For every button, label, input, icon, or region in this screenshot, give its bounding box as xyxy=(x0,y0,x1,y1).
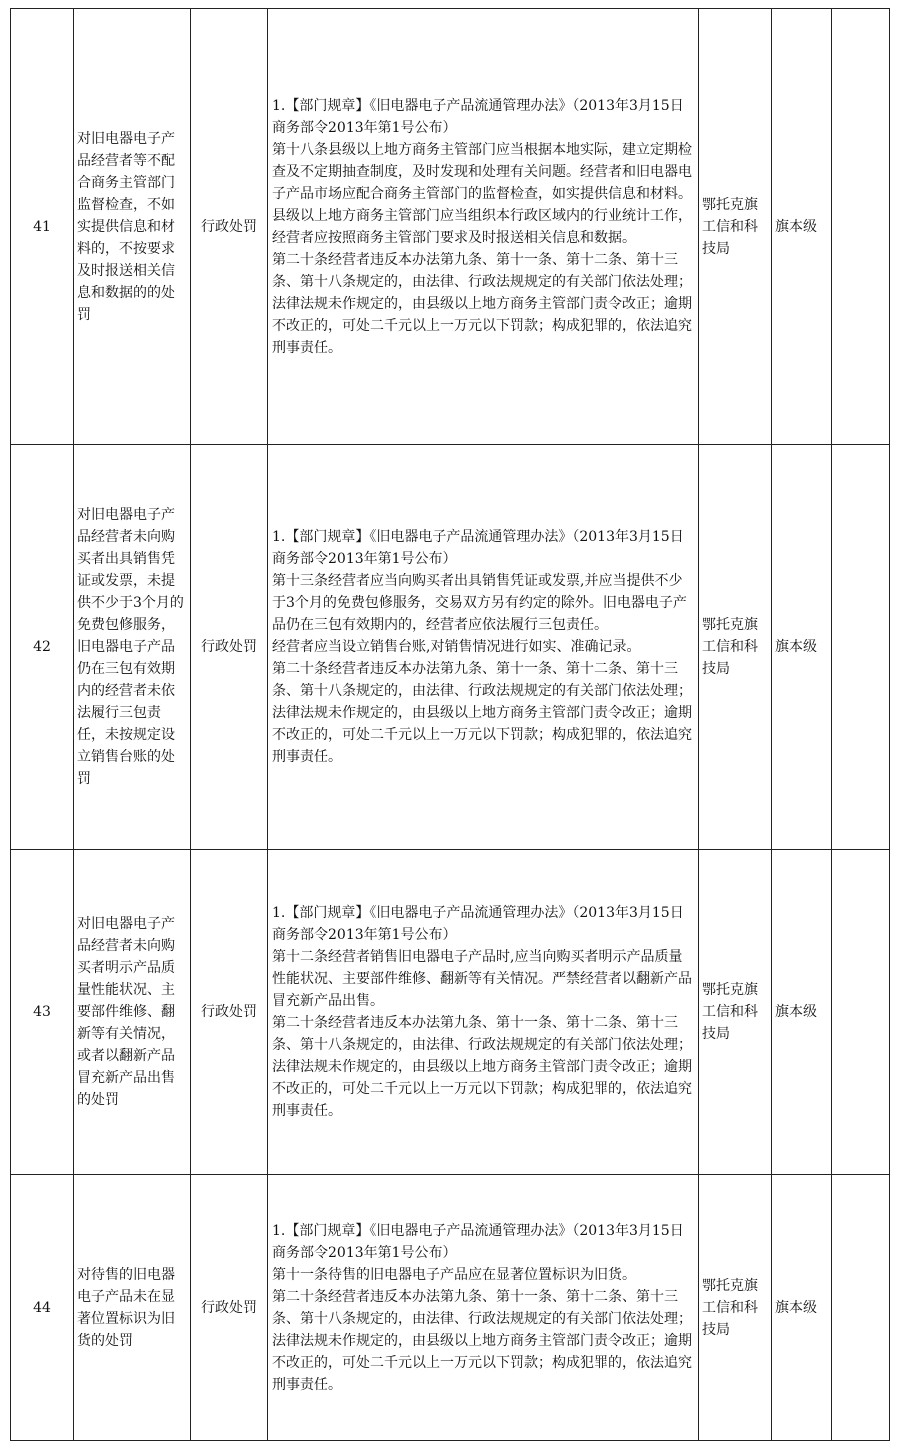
legal-basis xyxy=(268,1175,699,1441)
administrative-level: 旗本级 xyxy=(772,850,832,1175)
penalty-item-name: 对旧电器电子产品经营者未向购买者出具销售凭证或发票，未提供不少于3个月的免费包修服务，旧电器电子产品仍在三包有效期内的经营者未依法履行三包责任，未按规定设立销售台账的处罚 xyxy=(74,445,191,850)
remarks xyxy=(832,445,890,850)
basis-paragraph: 第二十条经营者违反本办法第九条、第十一条、第十二条、第十三条、第十八条规定的，由法律、行政法规规定的有关部门依法处理；法律法规未作规定的，由县级以上地方商务主管部门责令改正；逾期不改正的，可处二千元以上一万元以下罚款；构成犯罪的，依法追究刑事责任。 xyxy=(272,661,692,765)
row-number: 44 xyxy=(11,1175,74,1441)
basis-paragraph: 县级以上地方商务主管部门应当组织本行政区域内的行业统计工作，经营者应按照商务主管部门要求及时报送相关信息和数据。 xyxy=(272,207,692,246)
basis-paragraph: 第十二条经营者销售旧电器电子产品时,应当向购买者明示产品质量性能状况、主要部件维修、翻新等有关情况。严禁经营者以翻新产品冒充新产品出售。 xyxy=(272,949,692,1009)
table-row xyxy=(11,1175,890,1441)
penalty-item-name: 对待售的旧电器电子产品未在显著位置标识为旧货的处罚 xyxy=(74,1175,191,1441)
basis-paragraph: 第十一条待售的旧电器电子产品应在显著位置标识为旧货。 xyxy=(272,1266,636,1283)
row-number: 42 xyxy=(11,445,74,850)
row-number: 41 xyxy=(11,9,74,445)
remarks xyxy=(832,1175,890,1441)
legal-basis xyxy=(268,9,699,445)
penalty-item-name: 对旧电器电子产品经营者未向购买者明示产品质量性能状况、主要部件维修、翻新等有关情况，或者以翻新产品冒充新产品出售的处罚 xyxy=(74,850,191,1175)
penalty-type: 行政处罚 xyxy=(191,9,268,445)
basis-paragraph: 经营者应当设立销售台账,对销售情况进行如实、准确记录。 xyxy=(272,639,641,655)
basis-paragraph: 第十三条经营者应当向购买者出具销售凭证或发票,并应当提供不少于3个月的免费包修服务，交易双方另有约定的除外。旧电器电子产品仍在三包有效期内的，经营者应依法履行三包责任。 xyxy=(272,573,687,633)
table-row xyxy=(11,445,890,850)
penalty-table xyxy=(10,8,890,1441)
responsible-department: 鄂托克旗工信和科技局 xyxy=(699,445,772,850)
responsible-department: 鄂托克旗工信和科技局 xyxy=(699,9,772,445)
administrative-level: 旗本级 xyxy=(772,445,832,850)
penalty-type: 行政处罚 xyxy=(191,1175,268,1441)
remarks xyxy=(832,850,890,1175)
basis-paragraph: 1.【部门规章】《旧电器电子产品流通管理办法》（2013年3月15日商务部令2013年第1号公布） xyxy=(272,905,684,943)
administrative-level: 旗本级 xyxy=(772,9,832,445)
remarks xyxy=(832,9,890,445)
legal-basis xyxy=(268,445,699,850)
responsible-department: 鄂托克旗工信和科技局 xyxy=(699,850,772,1175)
basis-paragraph: 第二十条经营者违反本办法第九条、第十一条、第十二条、第十三条、第十八条规定的，由法律、行政法规规定的有关部门依法处理；法律法规未作规定的，由县级以上地方商务主管部门责令改正；逾期不改正的，可处二千元以上一万元以下罚款；构成犯罪的，依法追究刑事责任。 xyxy=(272,251,692,356)
basis-paragraph: 1.【部门规章】《旧电器电子产品流通管理办法》（2013年3月15日商务部令2013年第1号公布） xyxy=(272,97,684,136)
row-number: 43 xyxy=(11,850,74,1175)
table-row xyxy=(11,9,890,445)
basis-paragraph: 1.【部门规章】《旧电器电子产品流通管理办法》（2013年3月15日商务部令2013年第1号公布） xyxy=(272,1222,684,1261)
legal-basis xyxy=(268,850,699,1175)
basis-paragraph: 第十八条县级以上地方商务主管部门应当根据本地实际，建立定期检查及不定期抽查制度，及时发现和处理有关问题。经营者和旧电器电子产品市场应配合商务主管部门的监督检查，如实提供信息和材料。 xyxy=(272,141,692,202)
penalty-type: 行政处罚 xyxy=(191,445,268,850)
basis-paragraph: 第二十条经营者违反本办法第九条、第十一条、第十二条、第十三条、第十八条规定的，由法律、行政法规规定的有关部门依法处理；法律法规未作规定的，由县级以上地方商务主管部门责令改正；逾期不改正的，可处二千元以上一万元以下罚款；构成犯罪的，依法追究刑事责任。 xyxy=(272,1015,692,1119)
administrative-level: 旗本级 xyxy=(772,1175,832,1441)
penalty-item-name: 对旧电器电子产品经营者等不配合商务主管部门监督检查，不如实提供信息和材料的，不按要求及时报送相关信息和数据的的处罚 xyxy=(74,9,191,445)
table-row xyxy=(11,850,890,1175)
penalty-type: 行政处罚 xyxy=(191,850,268,1175)
basis-paragraph: 第二十条经营者违反本办法第九条、第十一条、第十二条、第十三条、第十八条规定的，由法律、行政法规规定的有关部门依法处理；法律法规未作规定的，由县级以上地方商务主管部门责令改正；逾期不改正的，可处二千元以上一万元以下罚款；构成犯罪的，依法追究刑事责任。 xyxy=(272,1288,692,1393)
responsible-department: 鄂托克旗工信和科技局 xyxy=(699,1175,772,1441)
basis-paragraph: 1.【部门规章】《旧电器电子产品流通管理办法》（2013年3月15日商务部令2013年第1号公布） xyxy=(272,529,684,567)
